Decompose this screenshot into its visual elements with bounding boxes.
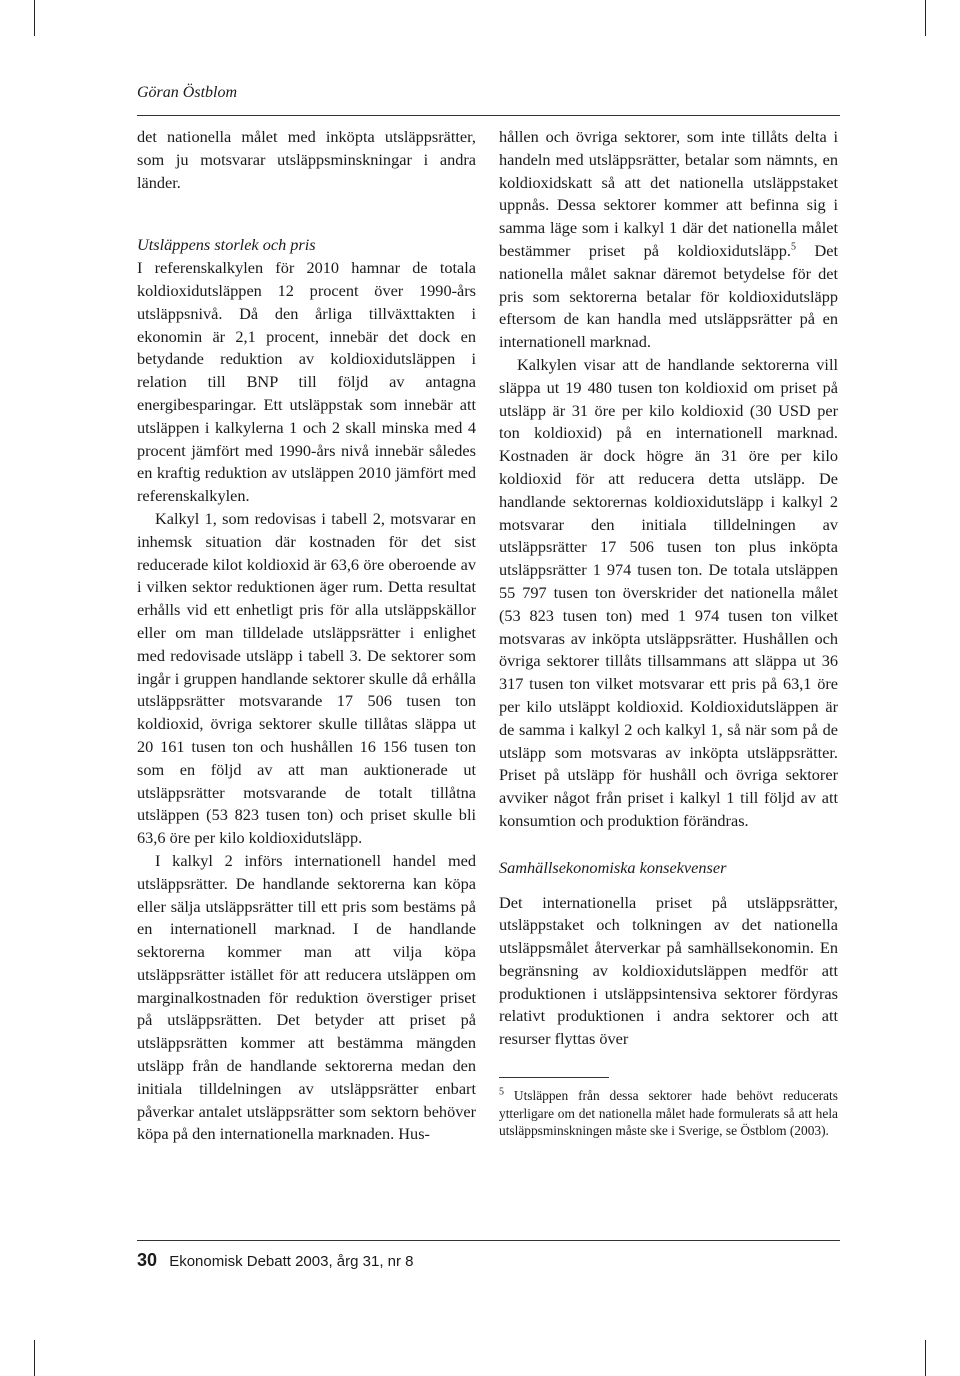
section-heading-utslappens: Utsläppens storlek och pris: [137, 235, 316, 255]
crop-mark: [925, 0, 926, 36]
footnote-rule: [499, 1077, 609, 1078]
crop-mark: [34, 0, 35, 36]
left-paragraph-1: det nationella målet med inköpta utsläppsrätter, som ju motsvarar utsläppsminskningar i andra länder.: [137, 127, 476, 192]
footer-rule: [137, 1240, 840, 1241]
header-rule: [137, 115, 840, 116]
footnote-number: 5: [499, 1086, 504, 1098]
right-paragraph-1b: Det nationella målet saknar däremot betydelse för det pris som sektorerna betalar för koldioxidutsläpp eftersom de kan handla med utsläppsrätter på en internationell marknad.: [499, 240, 838, 352]
journal-citation: Ekonomisk Debatt 2003, årg 31, nr 8: [169, 1253, 414, 1270]
footnote-ref-5: 5: [790, 241, 796, 253]
left-column: [137, 126, 476, 1146]
left-paragraph-4: I kalkyl 2 införs internationell handel med utsläppsrätter. De handlande sektorerna kan köpa eller sälja utsläppsrätter till ett pris som bestäms på en internationell marknad. I de handlande sektorerna kommer man att vilja köpa utsläppsrätter istället för att reducera utsläppen om marginalkostnaden för reduktion överstiger priset på utsläppsrätten. Det betyder att priset på utsläppsrätten kommer att bestämma mängden utsläpp från de handlande sektorerna medan den initiala tilldelningen av utsläppsrätter enbart påverkar antalet utsläppsrätter som sektorn behöver köpa på den internationella marknaden. Hus-: [137, 850, 476, 1144]
right-column: [499, 126, 838, 1140]
footnote-text: Utsläppen från dessa sektorer hade behövt reducerats ytterligare om det nationella målet hade formulerats så att hela utsläppsminskningen måste ske i Sverige, se Östblom (2003).: [499, 1088, 838, 1139]
crop-mark: [925, 1340, 926, 1376]
footnote: [499, 1087, 838, 1140]
crop-mark: [34, 1340, 35, 1376]
right-paragraph-3: Det internationella priset på utsläppsrätter, utsläppstaket och tolkningen av det nationella utsläppsmålet återverkar på samhällsekonomin. En begränsning av koldioxidutsläppen medför att produktionen i utsläppsintensiva sektorer fördyras relativt produktionen i andra sektorer och att resurser flyttas över: [499, 892, 838, 1049]
right-paragraph-1: [499, 126, 838, 354]
right-paragraph-1a: hållen och övriga sektorer, som inte tillåts delta i handeln med utsläppsrätter, betalar som nämnts, en koldioxidskatt så att det nationella utsläppstaket uppnås. Dessa sektorer kommer att befinna sig i samma läge som i kalkyl 1 där det nationella målet bestämmer priset på koldioxidutsläpp.: [499, 127, 838, 260]
left-paragraph-3: Kalkyl 1, som redovisas i tabell 2, motsvarar en inhemsk situation där kostnaden för det sist reducerade kilot koldioxid är 63,6 öre oberoende av i vilken sektor reduktionen äger rum. Detta resultat erhålls vid ett enhetligt pris för alla utsläppskällor eller om man tilldelade utsläppsrätter i enlighet med redovisade utsläpp i tabell 3. De sektorer som ingår i gruppen handlande sektorer skulle då erhålla utsläppsrätter motsvarande 17 506 tusen ton koldioxid, övriga sektorer skulle tillåtas släppa ut 20 161 tusen ton och hushållen 16 156 tusen ton som en följd av att man auktionerade ut utsläppsrätter motsvarande de totalt tillåtna utsläppen (53 823 tusen ton) och priset skulle bli 63,6 öre per kilo koldioxidutsläpp.: [137, 508, 476, 848]
right-paragraph-2: Kalkylen visar att de handlande sektorerna vill släppa ut 19 480 tusen ton koldioxid om priset på utsläpp är 31 öre per kilo koldioxid (30 USD per ton koldioxid) på en internationell marknad. Kostnaden är dock högre än 31 öre per kilo koldioxid för att reducera detta utsläpp. De handlande sektorernas koldioxidutsläpp i kalkyl 2 motsvarar den initiala tilldelningen av utsläppsrätter 17 506 tusen ton plus inköpta utsläppsrätter 1 974 tusen ton. De totala utsläppen 55 797 tusen ton överskrider det nationella målet (53 823 tusen ton) med 1 974 tusen ton vilket motsvaras av inköpta utsläppsrätter. Hushållen och övriga sektorer tillåts tillsammans att släppa ut 36 317 tusen ton vilket motsvarar ett pris på 63,1 öre per kilo utsläppt koldioxid. Koldioxidutsläppen är de samma i kalkyl 2 och kalkyl 1, så när som på de utsläpp som motsvaras av inköpta utsläppsrätter. Priset på utsläpp för hushåll och övriga sektorer avviker något från priset i kalkyl 1 till följd av att konsumtion och produktion förändras.: [499, 354, 838, 830]
section-heading-samhallsekonomiska: Samhällsekonomiska konsekvenser: [499, 857, 727, 877]
running-header-author: Göran Östblom: [137, 84, 238, 101]
left-paragraph-2: I referenskalkylen för 2010 hamnar de totala koldioxidutsläppen 12 procent över 1990-års utsläppsnivå. Då den årliga tillväxttakten i ekonomin är 2,1 procent, innebär det dock en betydande reduktion av koldioxidutsläppen i relation till BNP till följd av antagna energibesparingar. Ett utsläppstak som innebär att utsläppen i kalkylerna 1 och 2 skall minska med 4 procent jämfört med 1990-års nivå innebär således en kraftig reduktion av utsläppen 2010 jämfört med referenskalkylen.: [137, 258, 476, 506]
page-number: 30: [137, 1250, 158, 1270]
page-footer: [137, 1250, 414, 1271]
